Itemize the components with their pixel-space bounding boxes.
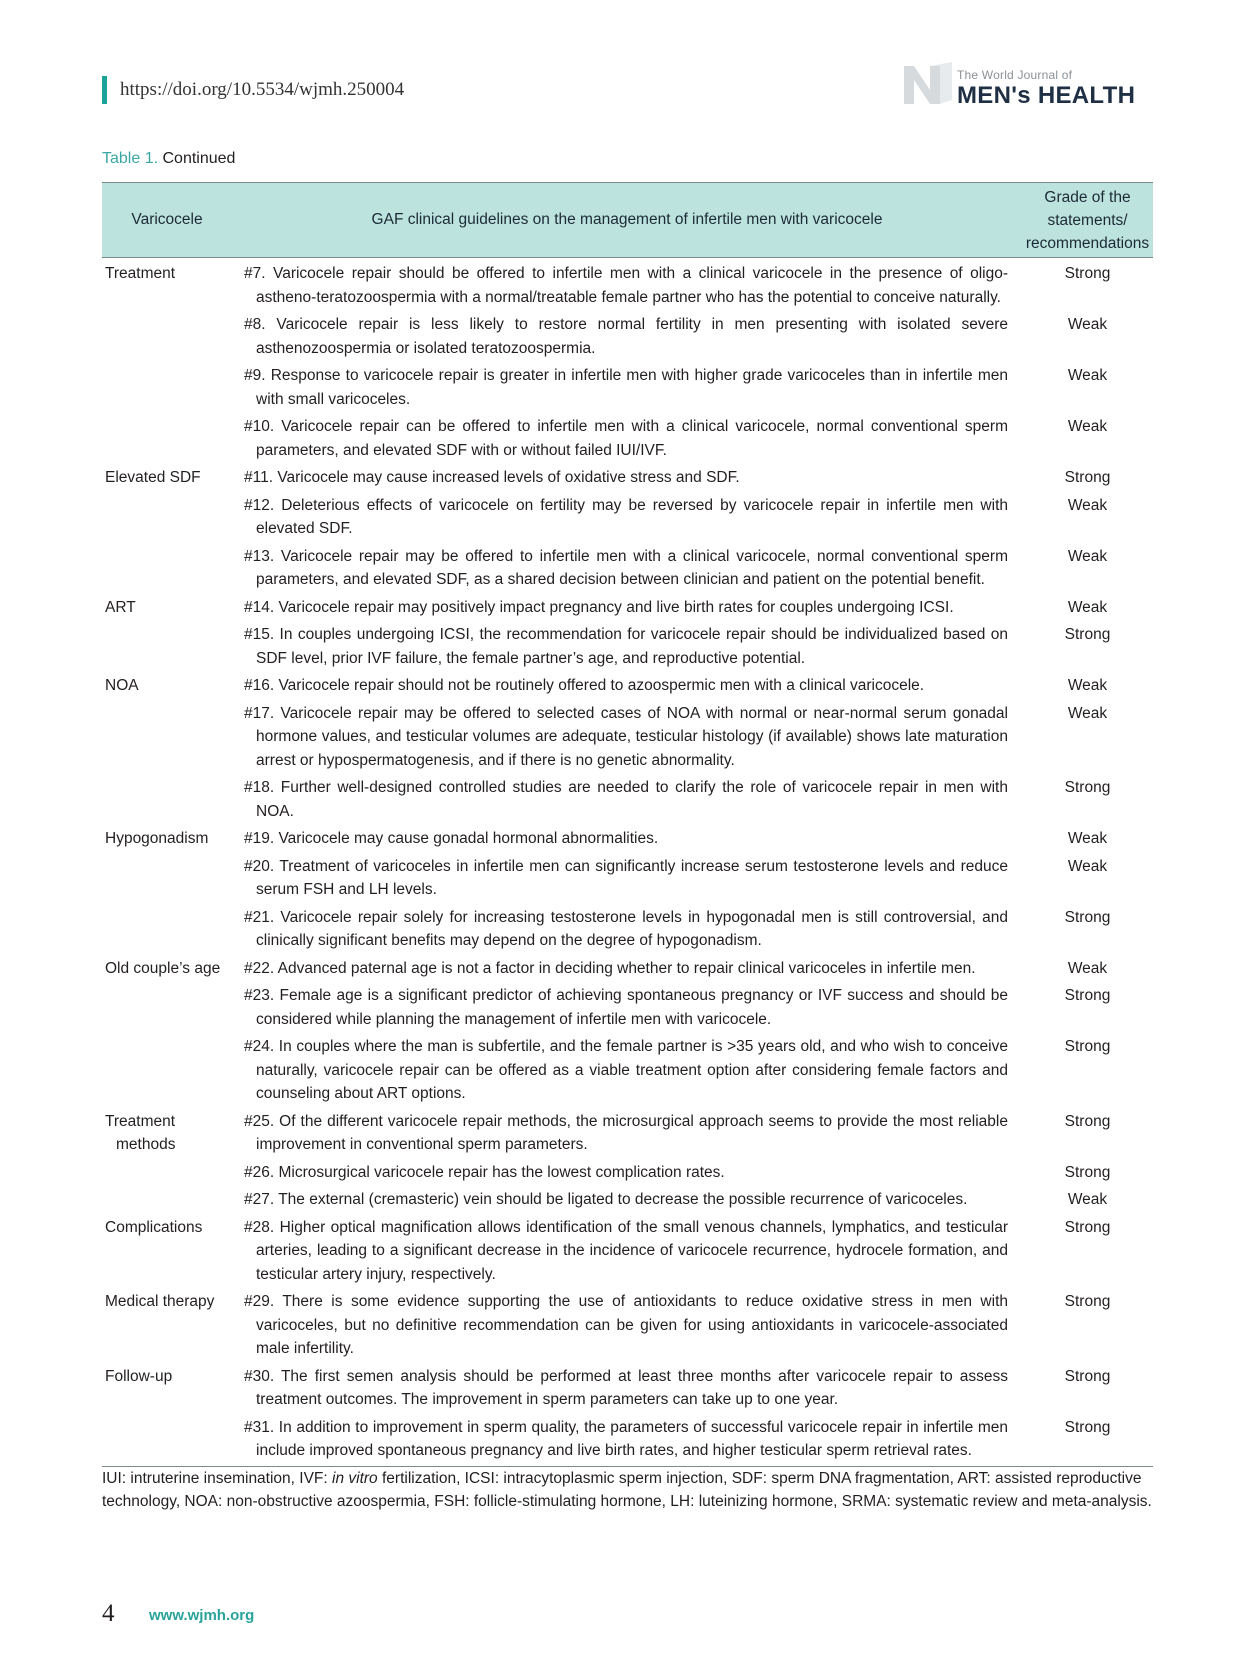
row-statement xyxy=(232,415,1022,462)
column-header-guidelines: GAF clinical guidelines on the management of infertile men with varicocele xyxy=(371,211,883,229)
row-category-label: Old couple’s age xyxy=(105,959,221,977)
column-header-varicocele: Varicocele xyxy=(131,211,203,229)
row-category xyxy=(102,957,232,981)
row-category-label: Treatment xyxy=(105,265,176,282)
statement-text: #20. Treatment of varicoceles in infertile men can significantly increase serum testosterone levels and reduce serum FSH and LH levels. xyxy=(244,857,1008,898)
table-row xyxy=(102,260,1153,311)
row-grade: Strong xyxy=(1064,1293,1111,1310)
table-row xyxy=(102,1214,1153,1289)
statement-text: #7. Varicocele repair should be offered to infertile men with a clinical varicocele in the presence of oligo-astheno-teratozoospermia with a normal/treatable female partner who has the potential to conceive naturally. xyxy=(244,265,1008,306)
row-statement xyxy=(232,827,1022,851)
journal-website-link[interactable]: www.wjmh.org xyxy=(149,1607,255,1624)
row-category xyxy=(102,1365,232,1389)
statement-text: #17. Varicocele repair may be offered to selected cases of NOA with normal or near-normal serum gonadal hormone values, and testicular volumes are adequate, testicular histology (if available) shows late maturation arrest or hypospermatogenesis, and if there is no genetic abnormality. xyxy=(244,704,1008,769)
row-statement xyxy=(232,262,1022,309)
statement-text: #9. Response to varicocele repair is greater in infertile men with higher grade varicoceles than in infertile men with small varicoceles. xyxy=(244,367,1008,408)
row-grade: Strong xyxy=(1064,1038,1111,1055)
row-category-label: Treatment xyxy=(105,1112,176,1130)
footnote-part3: fertilization, ICSI: intracytoplasmic sperm injection, SDF: sperm DNA fragmentation, ART: assisted reproductive technology, NOA: non-obstructive azoospermia, FSH: follicle-stimulating hormone, LH: luteinizing hormone, SRMA: systematic review and meta-analysis. xyxy=(102,1470,1152,1510)
row-grade: Weak xyxy=(1067,367,1108,384)
row-grade: Strong xyxy=(1064,1367,1111,1385)
row-statement xyxy=(232,1365,1022,1412)
table-row xyxy=(102,774,1153,825)
statement-text: #31. In addition to improvement in sperm quality, the parameters of successful varicocele repair in infertile men include improved spontaneous pregnancy and live birth rates, and higher testicular sperm retrieval rates. xyxy=(244,1418,1008,1459)
row-grade: Strong xyxy=(1064,469,1111,486)
row-grade: Strong xyxy=(1064,908,1111,926)
table-row xyxy=(102,594,1153,622)
statement-text: #30. The first semen analysis should be performed at least three months after varicocele repair to assess treatment outcomes. The improvement in sperm parameters can take up to one year. xyxy=(244,1367,1008,1408)
table-row xyxy=(102,1414,1153,1465)
row-grade: Weak xyxy=(1067,1191,1108,1208)
row-grade: Weak xyxy=(1067,418,1108,435)
row-category xyxy=(102,674,232,698)
statement-text: #24. In couples where the man is subfertile, and the female partner is >35 years old, and who wish to conceive naturally, varicocele repair can be offered as a viable treatment option after considering female factors and counseling about ART options. xyxy=(244,1038,1008,1102)
journal-name-small: The World Journal of xyxy=(957,68,1073,82)
row-statement xyxy=(232,313,1022,360)
table-caption-text: Continued xyxy=(158,150,236,167)
table-caption xyxy=(102,150,235,168)
row-grade: Strong xyxy=(1064,779,1111,796)
row-category xyxy=(102,262,232,286)
footnote-part1: IUI: intruterine insemination, IVF: xyxy=(102,1470,333,1487)
table-row xyxy=(102,672,1153,700)
column-header-grade: Grade of the statements/ recommendations xyxy=(1025,188,1150,252)
row-grade: Strong xyxy=(1064,1418,1111,1436)
row-statement xyxy=(232,702,1022,773)
row-category xyxy=(102,827,232,851)
statement-text: #16. Varicocele repair should not be routinely offered to azoospermic men with a clinical varicocele. xyxy=(244,677,925,694)
table-row xyxy=(102,955,1153,983)
statement-text: #25. Of the different varicocele repair methods, the microsurgical approach seems to provide the most reliable improvement in conventional sperm parameters. xyxy=(244,1112,1008,1153)
row-statement xyxy=(232,623,1022,670)
statement-text: #29. There is some evidence supporting the use of antioxidants to reduce oxidative stress in men with varicoceles, but no definitive recommendation can be given for using antioxidants in varicocele-associated male infertility. xyxy=(244,1293,1008,1357)
row-grade: Strong xyxy=(1064,987,1111,1004)
statement-text: #27. The external (cremasteric) vein should be ligated to decrease the possible recurrence of varicoceles. xyxy=(244,1191,968,1208)
page-number: 4 xyxy=(102,1600,115,1627)
table-row xyxy=(102,1033,1153,1108)
table-row xyxy=(102,825,1153,853)
table-body xyxy=(102,258,1153,1467)
row-grade: Weak xyxy=(1067,496,1108,514)
statement-text: #21. Varicocele repair solely for increasing testosterone levels in hypogonadal men is still controversial, and clinically significant benefits may depend on the degree of hypogonadism. xyxy=(244,908,1008,949)
row-statement xyxy=(232,776,1022,823)
row-statement xyxy=(232,674,1022,698)
statement-text: #15. In couples undergoing ICSI, the recommendation for varicocele repair should be individualized based on SDF level, prior IVF failure, the female partner’s age, and reproductive potential. xyxy=(244,626,1008,667)
table-row xyxy=(102,492,1153,543)
statement-text: #28. Higher optical magnification allows identification of the small venous channels, lymphatics, and testicular arteries, leading to a significant decrease in the incidence of varicocele recurrence, hydrocele formation, and testicular artery injury, respectively. xyxy=(244,1218,1008,1283)
row-category xyxy=(102,466,232,490)
statement-text: #8. Varicocele repair is less likely to restore normal fertility in men presenting with isolated severe asthenozoospermia or isolated teratozoospermia. xyxy=(244,316,1008,357)
row-category-label: ART xyxy=(105,598,136,616)
row-grade: Weak xyxy=(1067,857,1108,875)
row-statement xyxy=(232,1216,1022,1287)
row-category-label: NOA xyxy=(105,677,139,694)
row-category-label-line2: methods xyxy=(116,1136,176,1153)
row-category xyxy=(102,1110,232,1157)
row-statement xyxy=(232,466,1022,490)
row-grade: Weak xyxy=(1067,959,1108,977)
row-statement xyxy=(232,364,1022,411)
row-statement xyxy=(232,1290,1022,1361)
statement-text: #10. Varicocele repair can be offered to infertile men with a clinical varicocele, normal conventional sperm parameters, and elevated SDF with or without failed IUI/IVF. xyxy=(244,418,1008,459)
row-statement xyxy=(232,957,1022,981)
row-category-label: Elevated SDF xyxy=(105,469,201,486)
table-header xyxy=(102,182,1153,258)
statement-text: #19. Varicocele may cause gonadal hormonal abnormalities. xyxy=(244,830,659,847)
row-grade: Weak xyxy=(1067,677,1108,694)
table-row xyxy=(102,362,1153,413)
table-row xyxy=(102,904,1153,955)
doi-link[interactable]: https://doi.org/10.5534/wjmh.250004 xyxy=(120,79,405,100)
row-statement xyxy=(232,1188,1022,1212)
row-category xyxy=(102,1290,232,1314)
statement-text: #26. Microsurgical varicocele repair has the lowest complication rates. xyxy=(244,1163,725,1181)
row-category xyxy=(102,1216,232,1240)
table-row xyxy=(102,1288,1153,1363)
row-statement xyxy=(232,855,1022,902)
table-row xyxy=(102,700,1153,775)
table-caption-label: Table 1. xyxy=(102,150,159,167)
row-grade: Strong xyxy=(1064,626,1111,643)
row-grade: Weak xyxy=(1067,316,1108,333)
statement-text: #23. Female age is a significant predictor of achieving spontaneous pregnancy or IVF success and should be considered while planning the management of infertile men with varicocele. xyxy=(244,987,1008,1028)
row-statement xyxy=(232,545,1022,592)
table-row xyxy=(102,543,1153,594)
statement-text: #22. Advanced paternal age is not a factor in deciding whether to repair clinical varicoceles in infertile men. xyxy=(244,959,976,977)
row-grade: Weak xyxy=(1067,598,1108,616)
doi-accent-bar xyxy=(102,76,107,104)
journal-logo-mark xyxy=(900,60,956,108)
row-statement xyxy=(232,596,1022,620)
row-grade: Strong xyxy=(1064,1163,1111,1181)
row-category xyxy=(102,596,232,620)
table-footnote xyxy=(102,1467,1155,1513)
table-row xyxy=(102,853,1153,904)
table-row xyxy=(102,311,1153,362)
row-statement xyxy=(232,1416,1022,1463)
footnote-italic: in vitro xyxy=(332,1470,378,1487)
row-statement xyxy=(232,1161,1022,1185)
row-category-label: Medical therapy xyxy=(105,1293,215,1310)
statement-text: #11. Varicocele may cause increased levels of oxidative stress and SDF. xyxy=(244,469,740,486)
row-statement xyxy=(232,1110,1022,1157)
table-row xyxy=(102,621,1153,672)
table-row xyxy=(102,1108,1153,1159)
statement-text: #18. Further well-designed controlled studies are needed to clarify the role of varicocele repair in men with NOA. xyxy=(244,779,1008,820)
journal-logo xyxy=(900,60,1150,112)
row-grade: Weak xyxy=(1067,830,1108,847)
table-row xyxy=(102,413,1153,464)
journal-name-big: MEN's HEALTH xyxy=(957,82,1136,109)
row-grade: Weak xyxy=(1067,547,1108,565)
guidelines-table xyxy=(102,182,1153,1467)
row-category-label: Complications xyxy=(105,1218,203,1236)
row-grade: Strong xyxy=(1064,1112,1111,1130)
row-statement xyxy=(232,494,1022,541)
statement-text: #12. Deleterious effects of varicocele on fertility may be reversed by varicocele repair in infertile men with elevated SDF. xyxy=(244,496,1008,537)
row-grade: Strong xyxy=(1064,1218,1111,1236)
table-row xyxy=(102,982,1153,1033)
table-row xyxy=(102,464,1153,492)
statement-text: #13. Varicocele repair may be offered to infertile men with a clinical varicocele, normal conventional sperm parameters, and elevated SDF, as a shared decision between clinician and patient on the potential benefit. xyxy=(244,547,1008,588)
row-grade: Weak xyxy=(1067,704,1108,722)
row-statement xyxy=(232,906,1022,953)
table-row xyxy=(102,1186,1153,1214)
row-category-label: Hypogonadism xyxy=(105,830,209,847)
row-statement xyxy=(232,1035,1022,1106)
row-grade: Strong xyxy=(1064,265,1111,282)
row-statement xyxy=(232,984,1022,1031)
statement-text: #14. Varicocele repair may positively impact pregnancy and live birth rates for couples undergoing ICSI. xyxy=(244,598,954,616)
table-row xyxy=(102,1363,1153,1414)
row-category-label: Follow-up xyxy=(105,1367,173,1385)
table-row xyxy=(102,1159,1153,1187)
